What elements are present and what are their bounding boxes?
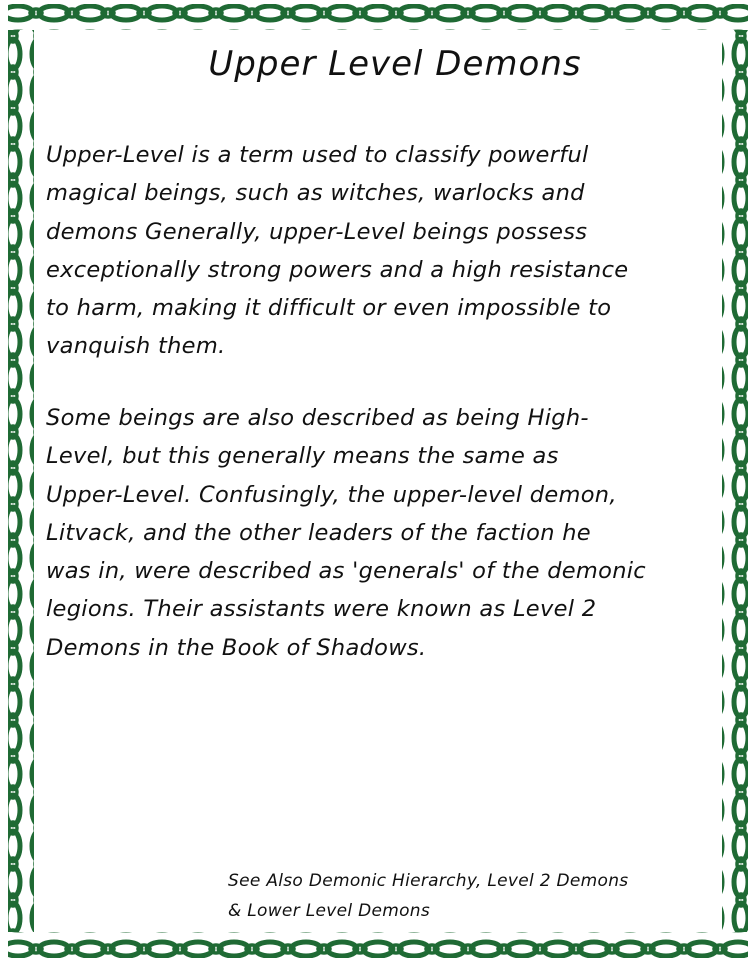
text-line: Litvack, and the other leaders of the faction he (46, 519, 591, 546)
page-title: Upper Level Demons (208, 44, 582, 84)
see-also-note (228, 866, 628, 926)
text-line: exceptionally strong powers and a high resistance (46, 256, 629, 283)
text-line: legions. Their assistants were known as Level 2 (46, 596, 597, 623)
text-line: vanquish them. (46, 333, 226, 360)
see-also-line: & Lower Level Demons (228, 901, 431, 921)
text-line: Demons in the Book of Shadows. (46, 634, 427, 661)
text-line: was in, were described as 'generals' of the demonic (46, 558, 646, 585)
text-line: demons Generally, upper-Level beings possess (46, 218, 588, 245)
text-line: to harm, making it difficult or even impossible to (46, 295, 612, 322)
text-line: magical beings, such as witches, warlocks and (46, 180, 585, 207)
text-line: Some beings are also described as being High- (46, 405, 589, 431)
see-also-line: See Also Demonic Hierarchy, Level 2 Demons (228, 871, 629, 891)
text-line: Upper-Level. Confusingly, the upper-level demon, (46, 481, 617, 508)
paragraph-1 (46, 136, 726, 366)
paragraph-2 (46, 399, 726, 667)
text-line: Upper-Level is a term used to classify powerful (46, 142, 589, 168)
text-line: Level, but this generally means the same as (46, 443, 559, 470)
